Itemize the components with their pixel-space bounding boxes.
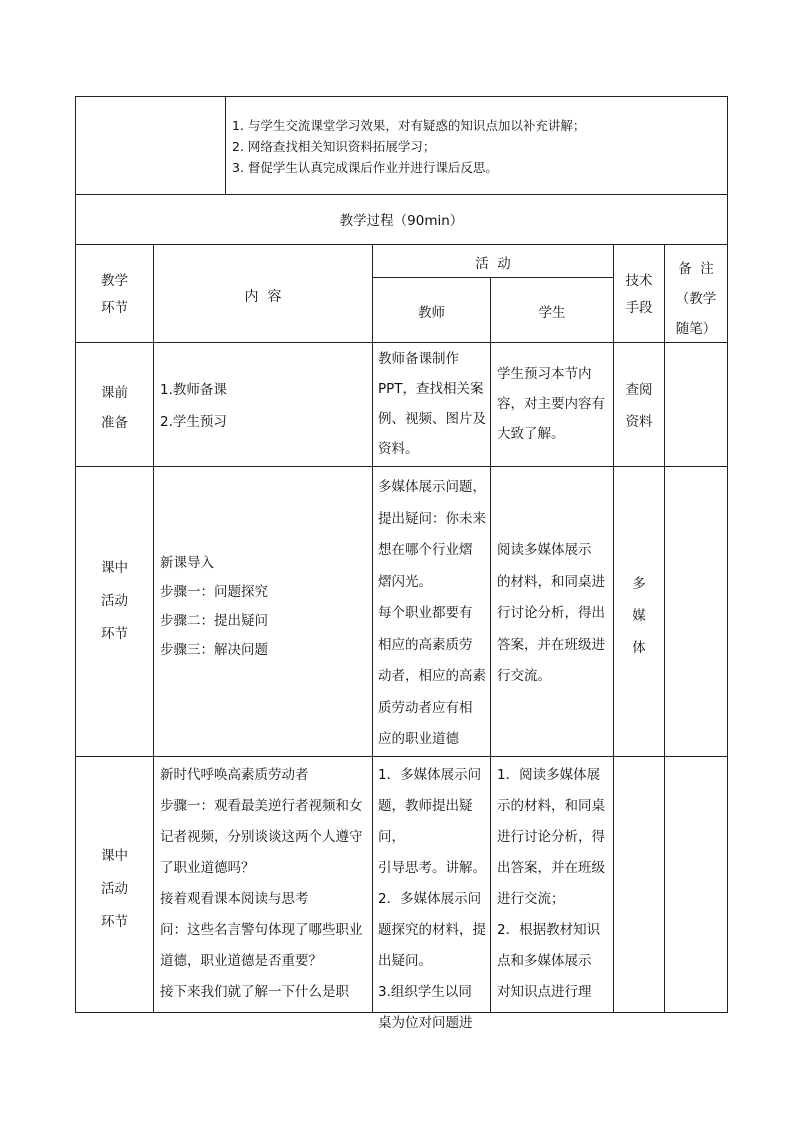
header-student: 学生 [538, 305, 566, 321]
row3-content: 新时代呼唤高素质劳动者 步骤一：观看最美逆行者视频和女 记者视频，分别谈谈这两个人遵守 了职业道德吗？ 接着观看课本阅读与思考 问：这些名言警句体现了哪些职业 道德，职业道德是否重要？ 接下来我们就了解一下什么是职 [160, 767, 363, 1000]
header-tech: 技术 手段 [625, 273, 653, 316]
row1-stage: 课前 准备 [101, 385, 128, 431]
row-divider [75, 342, 728, 343]
header-activity: 活 动 [475, 256, 511, 272]
activity-subheader-divider [372, 277, 613, 278]
row2-teacher: 多媒体展示问题， 提出疑问：你未来 想在哪个行业熠 熠闪光。 每个职业都要有 相应的高素质劳 动者，相应的高素 质劳动者应有相 应的职业道德 [378, 479, 486, 747]
row3-student: 1．阅读多媒体展 示的材料，和同桌 进行讨论分析，得 出答案，并在班级 进行交流； 2．根据教材知识 点和多媒体展示 对知识点进行理 [497, 767, 605, 1000]
row3-stage: 课中 活动 环节 [101, 848, 128, 930]
column-divider [153, 244, 154, 1012]
row-divider [75, 244, 728, 245]
header-notes: 备 注 （教学 随笔） [675, 261, 717, 337]
header-content: 内 容 [244, 289, 282, 305]
post-class-item: 3. 督促学生认真完成课后作业并进行课后反思。 [232, 160, 498, 175]
process-title: 教学过程（90min） [339, 213, 464, 229]
row1-content: 1.教师备课 2.学生预习 [160, 382, 227, 430]
table-border-right [727, 96, 728, 1013]
row3-teacher: 1．多媒体展示问 题，教师提出疑问， 引导思考。讲解。 2．多媒体展示问 题探究的材料，提 出疑问。 3.组织学生以同 桌为位对问题进 [378, 767, 486, 1031]
row-divider [75, 466, 728, 467]
column-divider [372, 244, 373, 1012]
row1-student: 学生预习本节内 容，对主要内容有 大致了解。 [497, 366, 605, 442]
post-class-items [232, 115, 722, 178]
row1-tech: 查阅 资料 [625, 382, 653, 430]
row2-tech: 多 媒 体 [632, 576, 646, 656]
row1-teacher: 教师备课制作 PPT，查找相关案 例、视频、图片及 资料。 [378, 351, 486, 457]
row2-stage: 课中 活动 环节 [101, 560, 128, 642]
post-class-item: 2. 网络查找相关知识资料拓展学习； [232, 139, 436, 154]
post-class-item: 1. 与学生交流课堂学习效果，对有疑惑的知识点加以补充讲解； [232, 118, 586, 133]
column-divider [664, 244, 665, 1012]
row-divider [75, 756, 728, 757]
row2-content: 新课导入 步骤一：问题探究 步骤二：提出疑问 步骤三：解决问题 [160, 555, 268, 658]
header-stage: 教学 环节 [101, 273, 128, 316]
column-divider [225, 96, 226, 194]
column-divider [490, 277, 491, 1012]
row-divider [75, 194, 728, 195]
header-teacher: 教师 [418, 305, 445, 321]
table-border-top [75, 96, 728, 97]
row2-student: 阅读多媒体展示 的材料，和同桌进 行讨论分析，得出 答案，并在班级进 行交流。 [497, 542, 605, 684]
